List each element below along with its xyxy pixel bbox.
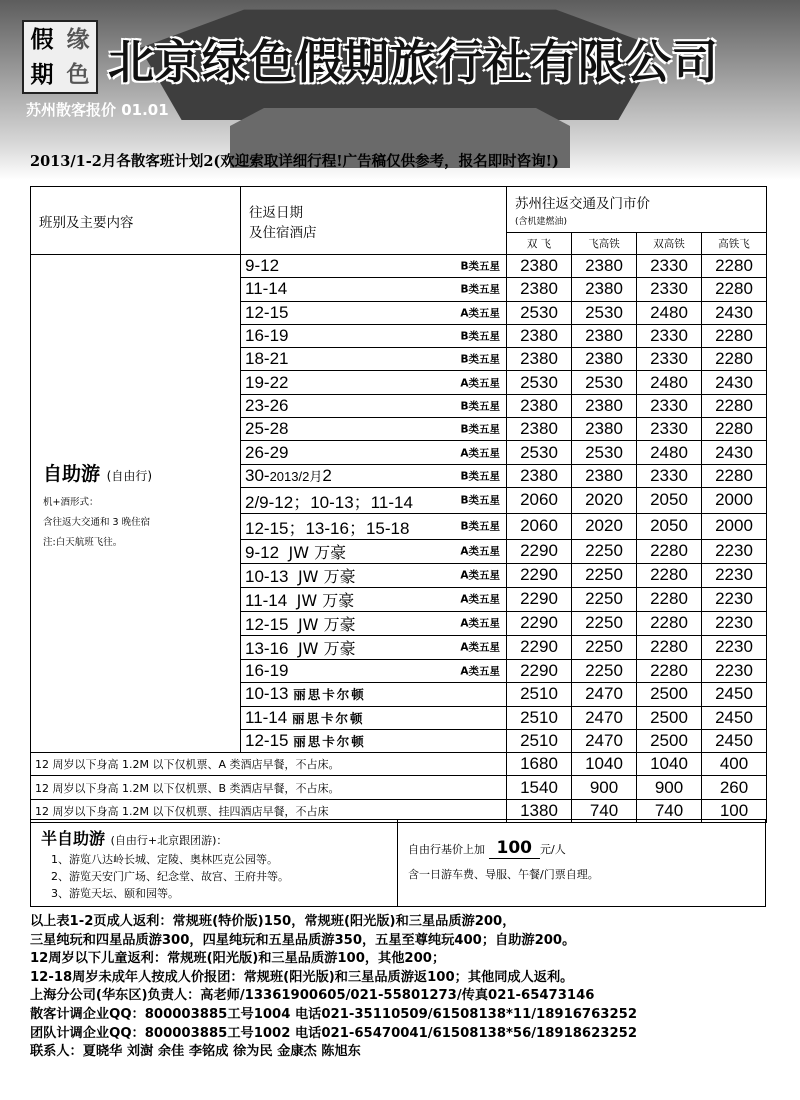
col-header-dates bbox=[241, 187, 507, 255]
price-cell: 2250 bbox=[572, 539, 637, 563]
price-cell: 2290 bbox=[507, 539, 572, 563]
price-cell: 2500 bbox=[637, 706, 702, 729]
price-cell: 2470 bbox=[572, 706, 637, 729]
logo-char: 期 bbox=[30, 61, 54, 88]
date-cell bbox=[241, 659, 507, 682]
hotel-class: B类五星 bbox=[460, 330, 500, 343]
package-title-note: (自由行) bbox=[106, 469, 153, 484]
date-range: 30- bbox=[245, 465, 270, 485]
price-cell: 2380 bbox=[572, 394, 637, 417]
price-cell: 1040 bbox=[637, 753, 702, 776]
price-cell: 2330 bbox=[637, 418, 702, 441]
price-cell: 2380 bbox=[507, 348, 572, 371]
sub-header: 双高铁 bbox=[637, 233, 702, 255]
price-cell: 2380 bbox=[572, 418, 637, 441]
price-cell: 2280 bbox=[702, 278, 767, 301]
note-line: 联系人：夏晓华 刘澍 余佳 李铭成 徐为民 金康杰 陈旭东 bbox=[30, 1044, 361, 1060]
hotel-class: B类五星 bbox=[460, 520, 500, 533]
price-cell: 2230 bbox=[702, 635, 767, 659]
child-price-row bbox=[31, 753, 767, 776]
price-cell: 2230 bbox=[702, 659, 767, 682]
date-range: 9-12 bbox=[245, 542, 280, 562]
semi-price-line bbox=[408, 838, 765, 858]
date-cell bbox=[241, 418, 507, 441]
note-line: 12周岁以下儿童返利：常规班(阳光版)和三星品质游100，其他200； bbox=[30, 951, 446, 967]
price-cell: 2500 bbox=[637, 729, 702, 752]
price-cell: 2230 bbox=[702, 587, 767, 611]
hotel-class: B类五星 bbox=[460, 260, 500, 273]
price-cell: 2060 bbox=[507, 487, 572, 513]
date-range: 13-16 bbox=[245, 638, 289, 658]
note-line: 以上表1-2页成人返利：常规班(特价版)150，常规班(阳光版)和三星品质游200， bbox=[30, 914, 516, 929]
price-cell: 2480 bbox=[637, 301, 702, 324]
notes bbox=[30, 913, 637, 1062]
col-header-transport-title: 苏州往返交通及门市价 bbox=[515, 195, 650, 212]
date-cell bbox=[241, 301, 507, 324]
price-cell: 2480 bbox=[637, 371, 702, 394]
price-cell: 2250 bbox=[572, 563, 637, 587]
hotel-name: 丽思卡尔顿 bbox=[293, 687, 366, 703]
price-cell: 2470 bbox=[572, 729, 637, 752]
package-title bbox=[43, 459, 240, 486]
date-range: 9-12 bbox=[245, 256, 280, 276]
price-cell: 260 bbox=[702, 776, 767, 799]
hotel-class: B类五星 bbox=[460, 283, 500, 296]
price-cell: 2000 bbox=[702, 487, 767, 513]
price-cell: 2020 bbox=[572, 487, 637, 513]
hotel-class: A类五星 bbox=[460, 593, 500, 606]
price-cell: 2290 bbox=[507, 659, 572, 682]
hotel-class: B类五星 bbox=[460, 470, 500, 483]
price-cell: 2050 bbox=[637, 513, 702, 539]
semi-self-guided-section bbox=[30, 819, 766, 907]
subtitle: 苏州散客报价 01.01 bbox=[26, 101, 169, 119]
price-cell: 2280 bbox=[637, 563, 702, 587]
company-name: 北京绿色假期旅行社有限公司 bbox=[108, 35, 719, 89]
date-range-month: 2013/2月 bbox=[269, 468, 323, 484]
date-cell bbox=[241, 539, 507, 563]
sub-header: 双 飞 bbox=[507, 233, 572, 255]
child-price-row bbox=[31, 776, 767, 799]
date-cell bbox=[241, 371, 507, 394]
hotel-class: A类五星 bbox=[460, 307, 500, 320]
semi-price-pre: 自由行基价上加 bbox=[408, 843, 485, 856]
hotel-name: 丽思卡尔顿 bbox=[291, 710, 365, 726]
semi-item: 2、游览天安门广场、纪念堂、故宫、王府井等。 bbox=[51, 870, 289, 883]
hotel-name: JW 万豪 bbox=[296, 590, 355, 610]
logo-char: 缘 bbox=[66, 26, 90, 53]
price-cell: 2530 bbox=[572, 441, 637, 464]
price-cell: 2330 bbox=[637, 324, 702, 347]
price-cell: 1680 bbox=[507, 753, 572, 776]
semi-price: 100 bbox=[489, 838, 541, 859]
price-cell: 2500 bbox=[637, 683, 702, 706]
date-cell bbox=[241, 278, 507, 301]
semi-price-note: 含一日游车费、导服、午餐/门票自理。 bbox=[408, 868, 599, 881]
price-cell: 2250 bbox=[572, 587, 637, 611]
price-cell: 2530 bbox=[572, 371, 637, 394]
price-cell: 900 bbox=[637, 776, 702, 799]
hotel-class: A类五星 bbox=[460, 545, 500, 558]
table-row bbox=[31, 255, 767, 278]
hotel-name: 丽思卡尔顿 bbox=[293, 734, 366, 749]
col-header-dates-line2: 及住宿酒店 bbox=[249, 224, 317, 241]
price-cell: 2510 bbox=[507, 729, 572, 752]
price-cell: 2480 bbox=[637, 441, 702, 464]
date-range-end: 2 bbox=[322, 465, 332, 485]
price-cell: 2280 bbox=[702, 348, 767, 371]
note-line: 12-18周岁未成年人按成人价报团：常规班(阳光版)和三星品质游返100；其他同成人返利。 bbox=[30, 969, 574, 985]
price-cell: 2530 bbox=[572, 301, 637, 324]
note-line: 三星纯玩和四星品质游300，四星纯玩和五星品质游350，五星至尊纯玩400；自助游200。 bbox=[30, 932, 576, 948]
semi-left bbox=[31, 820, 397, 906]
price-cell: 2330 bbox=[637, 394, 702, 417]
price-cell: 2510 bbox=[507, 683, 572, 706]
price-cell: 2290 bbox=[507, 611, 572, 635]
price-cell: 2230 bbox=[702, 539, 767, 563]
date-range: 23-26 bbox=[245, 395, 289, 415]
price-cell: 2380 bbox=[507, 255, 572, 278]
price-cell: 2280 bbox=[702, 464, 767, 487]
date-cell bbox=[241, 635, 507, 659]
price-cell: 2330 bbox=[637, 255, 702, 278]
date-range: 2/9-12；10-13；11-14 bbox=[245, 492, 413, 512]
sub-header: 飞高铁 bbox=[572, 233, 637, 255]
price-cell: 2290 bbox=[507, 563, 572, 587]
date-cell bbox=[241, 255, 507, 278]
sub-header: 高铁飞 bbox=[702, 233, 767, 255]
price-cell: 2380 bbox=[572, 324, 637, 347]
date-cell bbox=[241, 611, 507, 635]
date-range: 18-21 bbox=[245, 349, 289, 369]
date-cell bbox=[241, 563, 507, 587]
price-cell: 2230 bbox=[702, 611, 767, 635]
price-cell: 2430 bbox=[702, 301, 767, 324]
package-description bbox=[31, 255, 241, 753]
date-range: 11-14 bbox=[245, 279, 288, 299]
price-cell: 2380 bbox=[507, 278, 572, 301]
semi-item: 3、游览天坛、颐和园等。 bbox=[51, 887, 179, 900]
logo-char: 假 bbox=[30, 26, 54, 53]
price-cell: 2280 bbox=[637, 659, 702, 682]
package-title-text: 自助游 bbox=[43, 463, 101, 486]
price-cell: 2290 bbox=[507, 587, 572, 611]
semi-title-note: (自由行+北京跟团游)： bbox=[110, 834, 228, 847]
price-cell: 2530 bbox=[507, 371, 572, 394]
price-cell: 2450 bbox=[702, 683, 767, 706]
price-cell: 2050 bbox=[637, 487, 702, 513]
date-cell bbox=[241, 513, 507, 539]
price-cell: 2380 bbox=[507, 418, 572, 441]
semi-title bbox=[41, 826, 397, 849]
hotel-class: B类五星 bbox=[460, 353, 500, 366]
date-range: 16-19 bbox=[245, 326, 289, 346]
price-cell: 2380 bbox=[572, 464, 637, 487]
date-cell bbox=[241, 706, 507, 729]
price-cell: 2380 bbox=[507, 394, 572, 417]
price-cell: 2450 bbox=[702, 706, 767, 729]
price-cell: 2280 bbox=[637, 635, 702, 659]
price-cell: 2330 bbox=[637, 464, 702, 487]
hotel-class: B类五星 bbox=[460, 423, 500, 436]
col-header-transport bbox=[507, 187, 767, 233]
hotel-class: A类五星 bbox=[460, 641, 500, 654]
date-cell bbox=[241, 441, 507, 464]
date-range: 10-13 bbox=[245, 684, 289, 704]
price-cell: 2280 bbox=[637, 539, 702, 563]
date-range: 11-14 bbox=[245, 707, 288, 727]
date-range: 11-14 bbox=[245, 590, 288, 610]
price-cell: 2430 bbox=[702, 371, 767, 394]
price-cell: 2060 bbox=[507, 513, 572, 539]
date-range: 12-15 bbox=[245, 302, 289, 322]
note-line: 团队计调企业QQ：800003885工号1002 电话021-65470041/61508138*56/18918623252 bbox=[30, 1025, 637, 1041]
date-cell bbox=[241, 683, 507, 706]
price-cell: 1380 bbox=[507, 799, 572, 822]
price-cell: 2280 bbox=[637, 611, 702, 635]
price-cell: 2250 bbox=[572, 635, 637, 659]
semi-right bbox=[397, 820, 765, 906]
date-range: 12-15 bbox=[245, 614, 289, 634]
price-cell: 2430 bbox=[702, 441, 767, 464]
child-policy: 12 周岁以下身高 1.2M 以下仅机票、挂四酒店早餐，不占床 bbox=[31, 799, 507, 822]
price-cell: 2380 bbox=[572, 348, 637, 371]
date-cell bbox=[241, 729, 507, 752]
child-policy: 12 周岁以下身高 1.2M 以下仅机票、B 类酒店早餐，不占床。 bbox=[31, 776, 507, 799]
price-cell: 1040 bbox=[572, 753, 637, 776]
price-cell: 2380 bbox=[572, 255, 637, 278]
package-line: 机+酒形式： bbox=[43, 497, 99, 509]
price-cell: 2330 bbox=[637, 278, 702, 301]
semi-item: 1、游览八达岭长城、定陵、奥林匹克公园等。 bbox=[51, 853, 278, 866]
date-range: 10-13 bbox=[245, 566, 289, 586]
date-cell bbox=[241, 487, 507, 513]
semi-price-unit: 元/人 bbox=[540, 843, 566, 856]
price-cell: 2000 bbox=[702, 513, 767, 539]
price-cell: 2020 bbox=[572, 513, 637, 539]
hotel-class: A类五星 bbox=[460, 665, 500, 678]
note-line: 散客计调企业QQ：800003885工号1004 电话021-35110509/61508138*11/18916763252 bbox=[30, 1006, 637, 1022]
price-cell: 2250 bbox=[572, 659, 637, 682]
price-cell: 2280 bbox=[702, 394, 767, 417]
price-table bbox=[30, 186, 767, 823]
date-range: 12-15；13-16；15-18 bbox=[245, 518, 410, 538]
plan-title: 2013/1-2月各散客班计划2(欢迎索取详细行程!广告稿仅供参考，报名即时咨询!) bbox=[30, 153, 559, 170]
price-cell: 740 bbox=[637, 799, 702, 822]
price-cell: 740 bbox=[572, 799, 637, 822]
hotel-class: A类五星 bbox=[460, 447, 500, 460]
date-range: 16-19 bbox=[245, 661, 289, 681]
date-cell bbox=[241, 324, 507, 347]
date-cell bbox=[241, 464, 507, 487]
price-cell: 400 bbox=[702, 753, 767, 776]
price-cell: 100 bbox=[702, 799, 767, 822]
date-range: 25-28 bbox=[245, 419, 289, 439]
semi-title-text: 半自助游 bbox=[41, 829, 106, 848]
price-cell: 2380 bbox=[507, 464, 572, 487]
price-cell: 2290 bbox=[507, 635, 572, 659]
price-cell: 2280 bbox=[702, 255, 767, 278]
price-cell: 2280 bbox=[702, 324, 767, 347]
date-cell bbox=[241, 348, 507, 371]
logo bbox=[22, 20, 98, 94]
price-cell: 2280 bbox=[637, 587, 702, 611]
date-range: 26-29 bbox=[245, 442, 289, 462]
hotel-name: JW 万豪 bbox=[297, 638, 356, 658]
date-range: 19-22 bbox=[245, 372, 289, 392]
date-cell bbox=[241, 587, 507, 611]
price-cell: 2380 bbox=[572, 278, 637, 301]
hotel-class: B类五星 bbox=[460, 494, 500, 507]
price-cell: 2280 bbox=[702, 418, 767, 441]
price-cell: 2470 bbox=[572, 683, 637, 706]
hotel-name: JW 万豪 bbox=[288, 542, 347, 562]
price-cell: 2230 bbox=[702, 563, 767, 587]
price-cell: 2530 bbox=[507, 301, 572, 324]
price-cell: 2510 bbox=[507, 706, 572, 729]
price-cell: 2250 bbox=[572, 611, 637, 635]
price-cell: 2380 bbox=[507, 324, 572, 347]
price-cell: 1540 bbox=[507, 776, 572, 799]
logo-char: 色 bbox=[66, 61, 90, 88]
hotel-class: A类五星 bbox=[460, 617, 500, 630]
note-line: 上海分公司(华东区)负责人：高老师/13361900605/021-55801273/传真021-65473146 bbox=[30, 988, 595, 1004]
hotel-class: A类五星 bbox=[460, 569, 500, 582]
package-line: 含往返大交通和 3 晚住宿 bbox=[43, 517, 151, 529]
col-header-dates-line1: 往返日期 bbox=[249, 204, 303, 221]
col-header-class: 班别及主要内容 bbox=[31, 187, 241, 255]
date-cell bbox=[241, 394, 507, 417]
price-cell: 2450 bbox=[702, 729, 767, 752]
hotel-class: B类五星 bbox=[460, 400, 500, 413]
package-line: 注:白天航班飞往。 bbox=[43, 537, 123, 549]
hotel-class: A类五星 bbox=[460, 377, 500, 390]
price-cell: 900 bbox=[572, 776, 637, 799]
price-cell: 2330 bbox=[637, 348, 702, 371]
col-header-transport-note: (含机建燃油) bbox=[515, 216, 568, 227]
child-policy: 12 周岁以下身高 1.2M 以下仅机票、A 类酒店早餐，不占床。 bbox=[31, 753, 507, 776]
date-range: 12-15 bbox=[245, 731, 289, 750]
table-header-row bbox=[31, 187, 767, 233]
price-cell: 2530 bbox=[507, 441, 572, 464]
hotel-name: JW 万豪 bbox=[297, 566, 356, 586]
hotel-name: JW 万豪 bbox=[297, 614, 356, 634]
